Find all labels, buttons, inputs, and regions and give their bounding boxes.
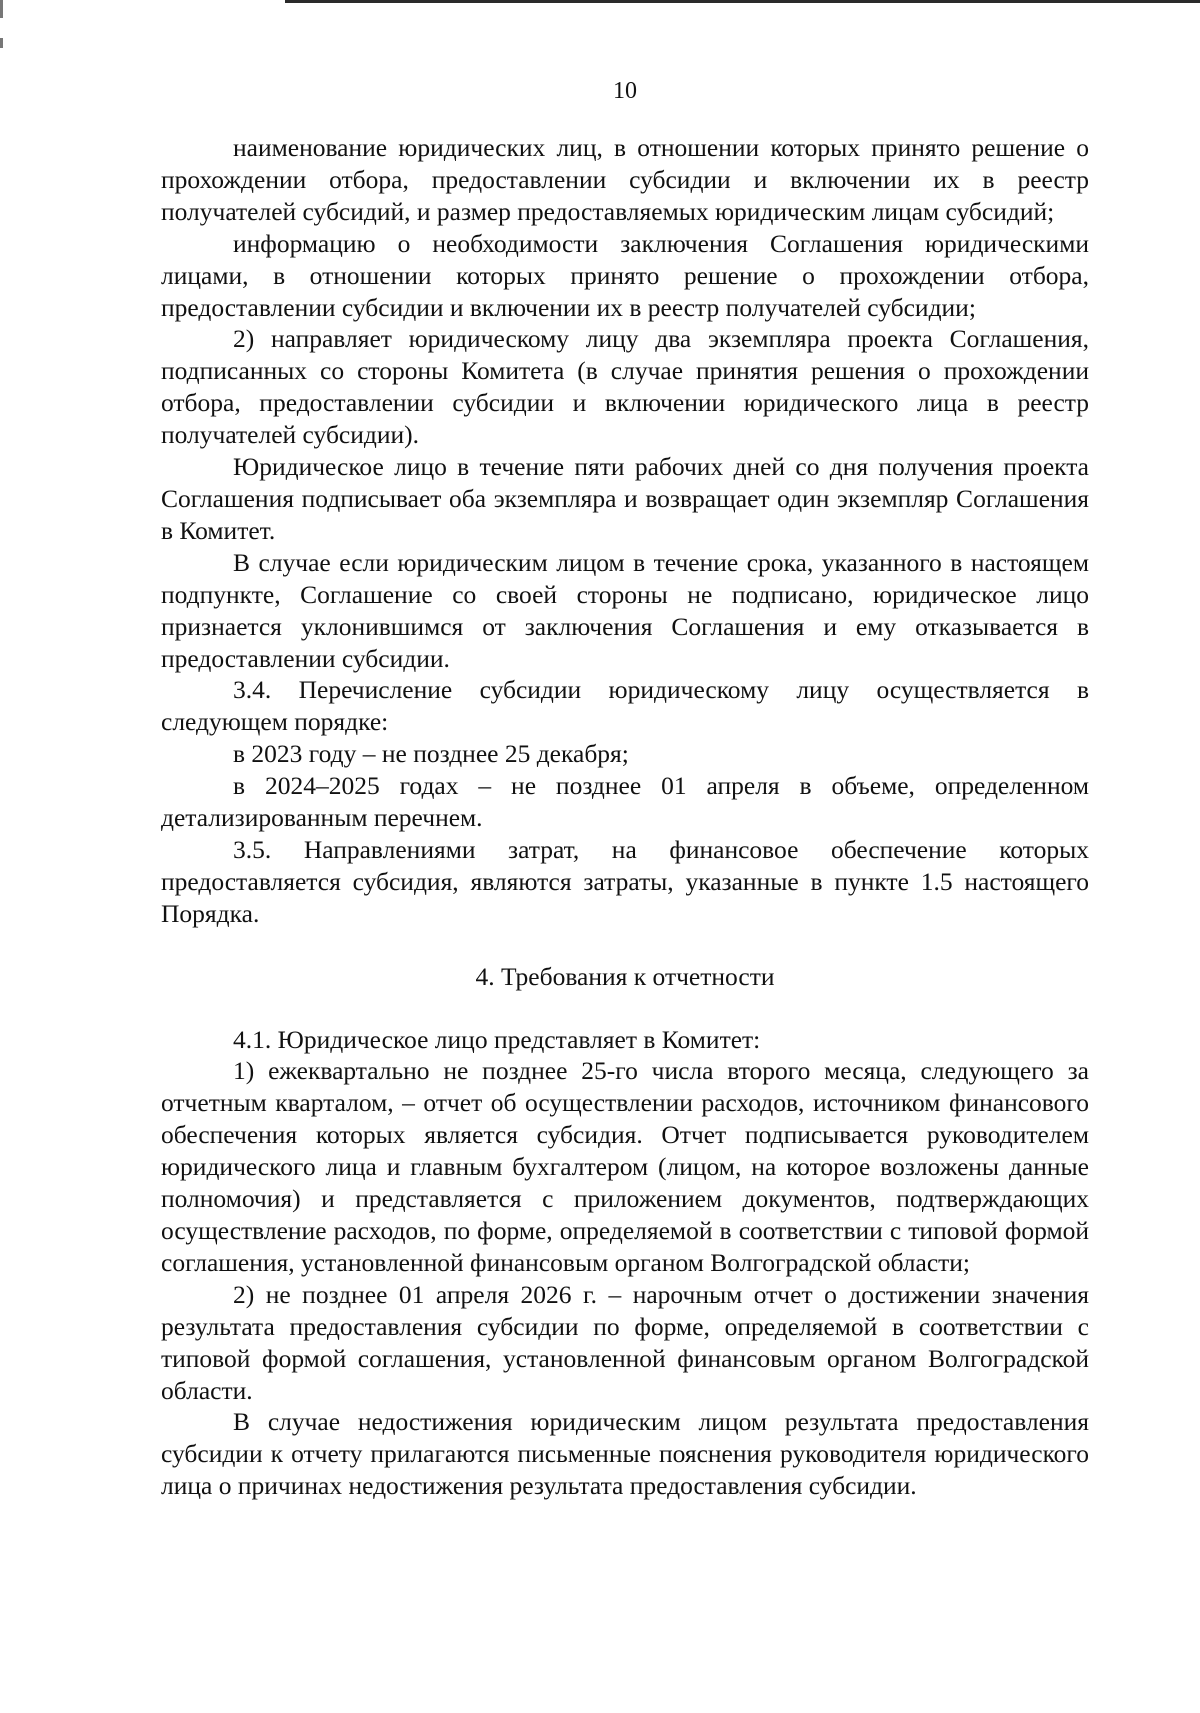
document-body — [161, 132, 1089, 1502]
paragraph: 2) направляет юридическому лицу два экземпляра проекта Соглашения, подписанных со стороны Комитета (в случае принятия решения о прохождении отбора, предоставлении субсидии и включении юридического лица в реестр получателей субсидии). — [161, 324, 1089, 450]
page-number: 10 — [613, 78, 637, 104]
paragraph: 4.1. Юридическое лицо представляет в Комитет: — [233, 1024, 761, 1054]
scan-top-edge-line — [285, 0, 1200, 3]
paragraph: 1) ежеквартально не позднее 25-го числа второго месяца, следующего за отчетным кварталом, – отчет об осуществлении расходов, источником финансового обеспечения которых является субсидия. Отчет подписывается руководителем юридического лица и главным бухгалтером (лицом, на которое возложены данные полномочия) и представляется с приложением документов, подтверждающих осуществление расходов, по форме, определяемой в соответствии с типовой формой соглашения, установленной финансовым органом Волгоградской области; — [161, 1056, 1089, 1277]
scan-left-edge-mark — [0, 0, 3, 18]
paragraph: информацию о необходимости заключения Соглашения юридическими лицами, в отношении которых принято решение о прохождении отбора, предоставлении субсидии и включении их в реестр получателей субсидии; — [161, 228, 1089, 322]
paragraph: В случае недостижения юридическим лицом результата предоставления субсидии к отчету прилагаются письменные пояснения руководителя юридического лица о причинах недостижения результата предоставления субсидии. — [161, 1407, 1089, 1501]
paragraph: в 2024–2025 годах – не позднее 01 апреля в объеме, определенном детализированным перечнем. — [161, 771, 1089, 833]
paragraph: Юридическое лицо в течение пяти рабочих дней со дня получения проекта Соглашения подписывает оба экземпляра и возвращает один экземпляр Соглашения в Комитет. — [161, 452, 1089, 545]
paragraph: 2) не позднее 01 апреля 2026 г. – нарочным отчет о достижении значения результата предоставления субсидии по форме, определяемой в соответствии с типовой формой соглашения, установленной финансовым органом Волгоградской области. — [161, 1279, 1089, 1405]
paragraph: В случае если юридическим лицом в течение срока, указанного в настоящем подпункте, Соглашение со своей стороны не подписано, юридическое лицо признается уклонившимся от заключения Соглашения и ему отказывается в предоставлении субсидии. — [161, 547, 1089, 673]
paragraph: 3.4. Перечисление субсидии юридическому лицу осуществляется в следующем порядке: — [161, 675, 1089, 737]
paragraph: в 2023 году – не позднее 25 декабря; — [233, 739, 629, 769]
paragraph: 3.5. Направлениями затрат, на финансовое обеспечение которых предоставляется субсидия, являются затраты, указанные в пункте 1.5 настоящего Порядка. — [161, 834, 1089, 928]
scan-left-edge-mark — [0, 38, 3, 48]
section-heading: 4. Требования к отчетности — [475, 961, 775, 991]
paragraph: наименование юридических лиц, в отношении которых принято решение о прохождении отбора, предоставлении субсидии и включении их в реестр получателей субсидий, и размер предоставляемых юридическим лицам субсидий; — [161, 133, 1089, 226]
